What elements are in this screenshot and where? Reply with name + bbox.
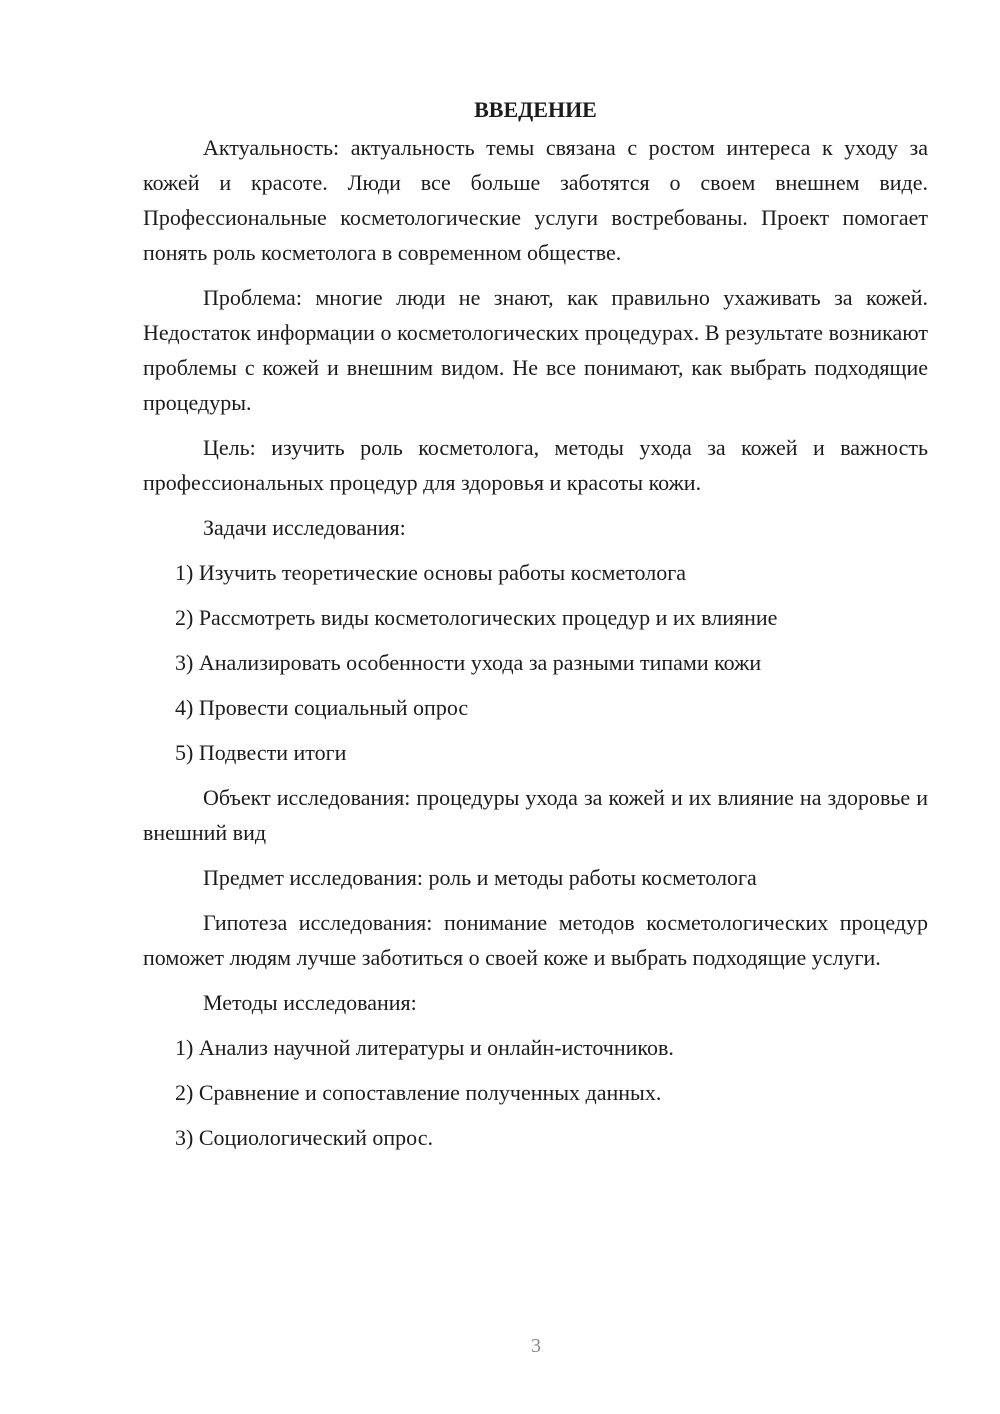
- hypothesis-paragraph: Гипотеза исследования: понимание методов косметологических процедур поможет людям лучше заботиться о своей коже и выбрать подходящие услуги.: [143, 910, 928, 970]
- section-title: ВВЕДЕНИЕ: [474, 97, 597, 122]
- tasks-heading: Задачи исследования:: [203, 515, 406, 540]
- task-item: 4) Провести социальный опрос: [175, 695, 469, 720]
- task-item: 2) Рассмотреть виды косметологических процедур и их влияние: [175, 605, 778, 630]
- method-item: 3) Социологический опрос.: [175, 1125, 433, 1150]
- task-item: 3) Анализировать особенности ухода за разными типами кожи: [175, 650, 762, 675]
- methods-heading: Методы исследования:: [203, 990, 417, 1015]
- method-item: 1) Анализ научной литературы и онлайн-источников.: [175, 1035, 674, 1060]
- goal-paragraph: Цель: изучить роль косметолога, методы ухода за кожей и важность профессиональных процедур для здоровья и красоты кожи.: [143, 435, 928, 495]
- method-item: 2) Сравнение и сопоставление полученных данных.: [175, 1080, 662, 1105]
- page-content: [143, 92, 928, 1165]
- task-item: 1) Изучить теоретические основы работы косметолога: [175, 560, 687, 585]
- subject-paragraph: Предмет исследования: роль и методы работы косметолога: [203, 865, 757, 890]
- task-item: 5) Подвести итоги: [175, 740, 347, 765]
- problem-paragraph: Проблема: многие люди не знают, как правильно ухаживать за кожей. Недостаток информации о косметологических процедурах. В результате возникают проблемы с кожей и внешним видом. Не все понимают, как выбрать подходящие процедуры.: [143, 285, 928, 415]
- page-number: 3: [531, 1335, 541, 1357]
- object-paragraph: Объект исследования: процедуры ухода за кожей и их влияние на здоровье и внешний вид: [143, 785, 928, 845]
- relevance-paragraph: Актуальность: актуальность темы связана с ростом интереса к уходу за кожей и красоте. Люди все больше заботятся о своем внешнем виде. Профессиональные косметологические услуги востребованы. Проект помогает понять роль косметолога в современном обществе.: [143, 135, 928, 265]
